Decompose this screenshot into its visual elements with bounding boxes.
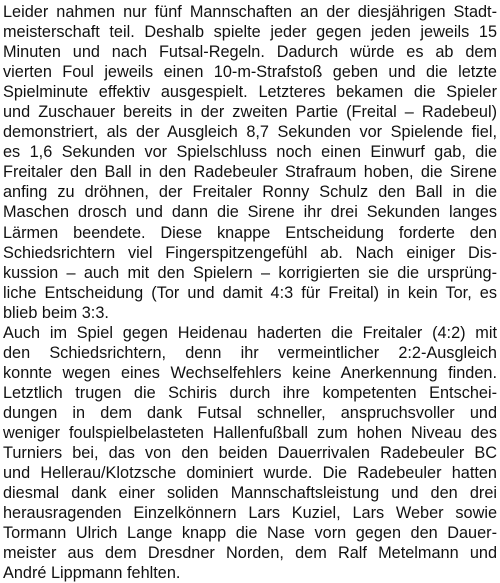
text-line: anfing zu dröhnen, der Freitaler Ronny Schulz den Ball in die xyxy=(3,183,497,202)
text-line: Auch im Spiel gegen Heidenau haderten die Freitaler (4:2) mit xyxy=(3,323,497,342)
text-line: diesmal dank einer soliden Mannschaftsleistung und den drei xyxy=(3,484,497,503)
text-line: Lärmen beendete. Diese knappe Entscheidung forderte den xyxy=(3,223,497,242)
text-line: Spielminute effektiv ausgespielt. Letzteres bekamen die Spieler xyxy=(3,83,497,102)
text-line: es 1,6 Sekunden vor Spielschluss noch einen Einwurf gab, die xyxy=(3,143,497,162)
text-line: meisterschaft teil. Deshalb spielte jeder gegen jeden jeweils 15 xyxy=(3,23,497,42)
text-line: demonstriert, als der Ausgleich 8,7 Sekunden vor Spielende fiel, xyxy=(3,123,497,142)
text-line: vierten Foul jeweils einen 10-m-Strafstoß geben und die letzte xyxy=(3,63,497,82)
text-line: Letztlich trugen die Schiris durch ihre kompetenten Entschei- xyxy=(3,383,497,402)
text-line: Minuten und nach Futsal-Regeln. Dadurch würde es ab dem xyxy=(3,43,497,62)
text-line: dungen in dem dank Futsal schneller, anspruchsvoller und xyxy=(3,403,497,422)
text-line: liche Entscheidung (Tor und damit 4:3 für Freital) in kein Tor, es xyxy=(3,283,497,302)
text-line: meister aus dem Dresdner Norden, dem Ralf Metelmann und xyxy=(3,544,497,563)
text-line: Schiedsrichtern viel Fingerspitzengefühl ab. Nach einiger Dis- xyxy=(3,243,497,262)
text-line: André Lippmann fehlten. xyxy=(3,564,181,583)
text-line: Leider nahmen nur fünf Mannschaften an der diesjährigen Stadt- xyxy=(3,3,497,21)
text-line: blieb beim 3:3. xyxy=(3,303,109,322)
text-line: konnte wegen eines Wechselfehlers keine Anerkennung finden. xyxy=(3,363,497,382)
text-line: weniger foulspielbelasteten Hallenfußball zum hohen Niveau des xyxy=(3,423,497,442)
text-line: Freitaler den Ball in den Radebeuler Strafraum hoben, die Sirene xyxy=(3,163,497,182)
text-line: herausragenden Einzelkönnern Lars Kuziel, Lars Weber sowie xyxy=(3,504,497,523)
text-line: den Schiedsrichtern, denn ihr vermeintlicher 2:2-Ausgleich xyxy=(3,343,497,362)
text-line: kussion – auch mit den Spielern – korrigierten sie die ursprüng- xyxy=(3,263,497,282)
paragraph-2 xyxy=(3,323,497,583)
paragraph-1 xyxy=(3,2,497,323)
text-line: und Zuschauer bereits in der zweiten Partie (Freital – Radebeul) xyxy=(3,103,497,122)
text-line: Turniers bei, das von den beiden Dauerrivalen Radebeuler BC xyxy=(3,444,497,463)
text-line: und Hellerau/Klotzsche dominiert wurde. Die Radebeuler hatten xyxy=(3,464,497,483)
text-line: Tormann Ulrich Lange knapp die Nase vorn gegen den Dauer- xyxy=(3,524,497,543)
text-line: Maschen drosch und dann die Sirene ihr drei Sekunden langes xyxy=(3,203,497,222)
